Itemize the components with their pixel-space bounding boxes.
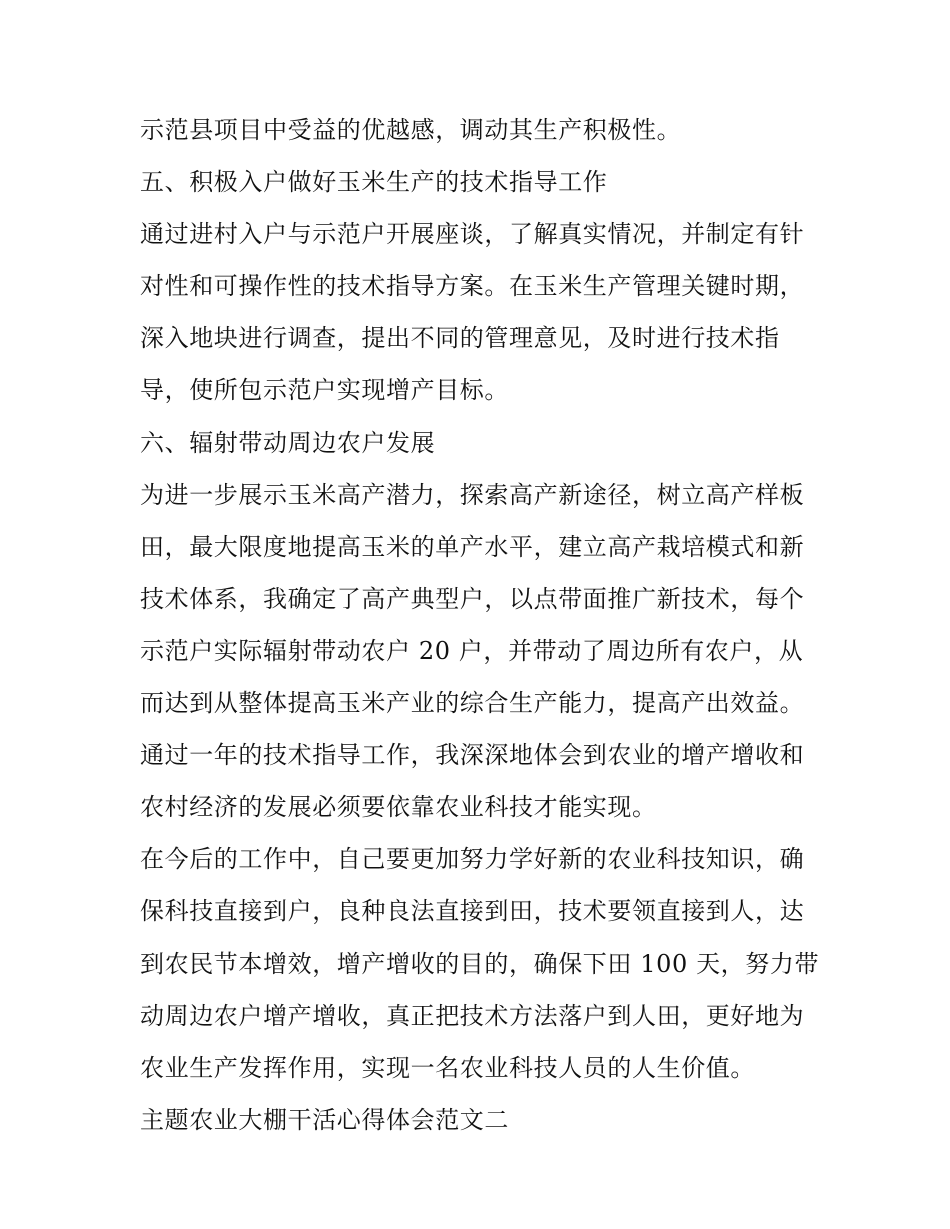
text-line: 农业生产发挥作用，实现一名农业科技人员的人生价值。 [140,1053,755,1082]
text-line: 为进一步展示玉米高产潜力，探索高产新途径，树立高产样板 [140,480,805,509]
text-line: 而达到从整体提高玉米产业的综合生产能力，提高产出效益。 [140,689,805,718]
text-line: 农村经济的发展必须要依靠农业科技才能实现。 [140,793,657,822]
document-title-heading: 主题农业大棚干活心得体会范文二 [140,1105,509,1134]
text-line: 通过进村入户与示范户开展座谈，了解真实情况，并制定有针 [140,220,805,249]
text-line: 在今后的工作中，自己要更加努力学好新的农业科技知识，确 [140,845,805,874]
section-heading: 六、辐射带动周边农户发展 [140,428,436,457]
section-heading: 五、积极入户做好玉米生产的技术指导工作 [140,168,608,197]
text-line: 技术体系，我确定了高产典型户，以点带面推广新技术，每个 [140,584,805,613]
text-line: 到农民节本增效，增产增收的目的，确保下田 100 天，努力带 [140,949,820,978]
text-line: 示范县项目中受益的优越感，调动其生产积极性。 [140,116,682,144]
text-line: 通过一年的技术指导工作，我深深地体会到农业的增产增收和 [140,741,805,770]
text-line: 动周边农户增产增收，真正把技术方法落户到人田，更好地为 [140,1001,805,1030]
text-line: 保科技直接到户，良种良法直接到田，技术要领直接到人，达 [140,897,805,926]
text-line: 深入地块进行调查，提出不同的管理意见，及时进行技术指 [140,324,780,353]
text-line: 示范户实际辐射带动农户 20 户，并带动了周边所有农户，从 [140,636,804,665]
text-line: 对性和可操作性的技术指导方案。在玉米生产管理关键时期， [140,272,805,301]
document-body [140,104,830,1146]
text-line: 田，最大限度地提高玉米的单产水平，建立高产栽培模式和新 [140,532,805,561]
text-line: 导，使所包示范户实现增产目标。 [140,376,509,405]
